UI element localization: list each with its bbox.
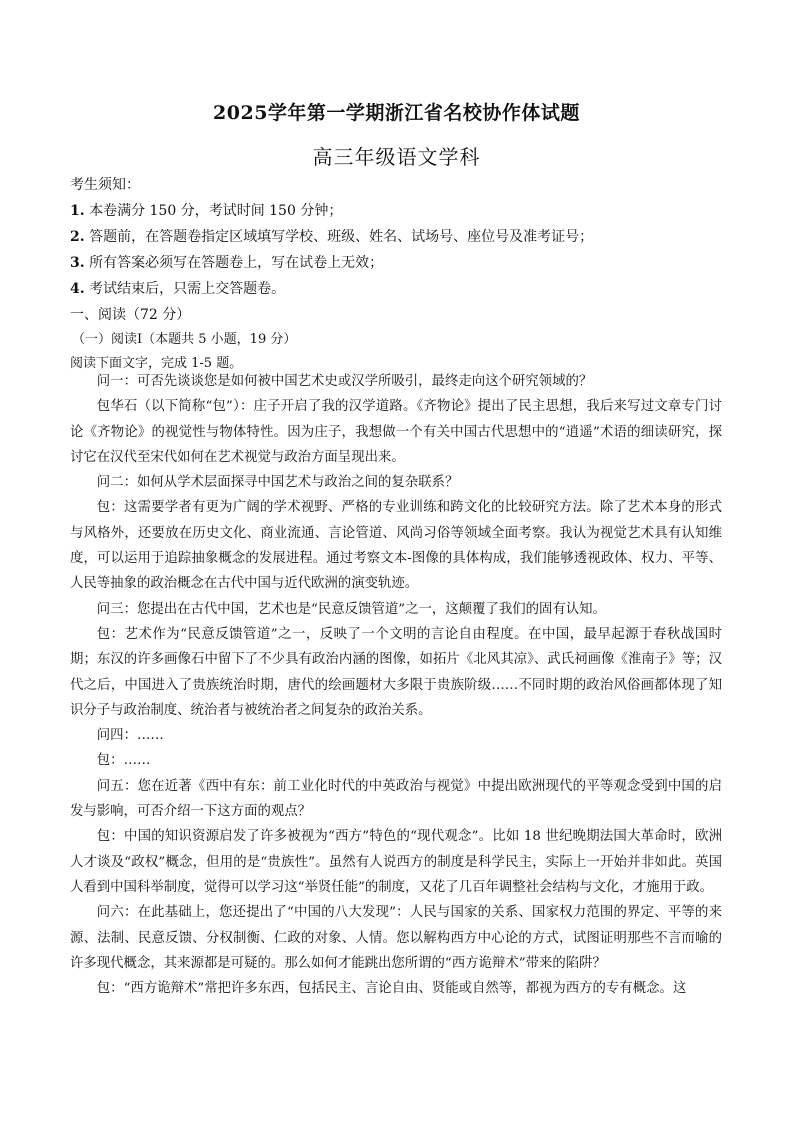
passage-paragraph: 包：“西方诡辩术”常把许多东西，包括民主、言论自由、贤能或自然等，都视为西方的专有概念。这 [96,981,687,997]
notice-item [70,198,730,224]
notice-item-text: 所有答案必须写在答题卷上，写在试卷上无效； [89,255,384,271]
notice-item-text: 考试结束后，只需上交答题卷。 [89,281,286,297]
notice-item-number: 3. [70,255,85,271]
passage-paragraph: 包：中国的知识资源启发了许多被视为“西方”特色的“现代观念”。比如 18 世纪晚期法国大革命时，欧洲人才谈及“政权”概念，但用的是“贵族性”。虽然有人说西方的制度是科学民主，实际上一开始并非如此。英国人看到中国科举制度，觉得可以学习这“举贤任能”的制度，又花了几百年调整社会结构与文化，才施用于政。 [70,829,722,895]
passage-paragraph: 包：…… [96,753,151,769]
passage-paragraph: 包：艺术作为“民意反馈管道”之一，反映了一个文明的言论自由程度。在中国，最早起源于春秋战国时期；东汉的许多画像石中留下了不少具有政治内涵的图像，如拓片《北风其凉》、武氏祠画像《淮南子》等；汉代之后，中国进入了贵族统治时期，唐代的绘画题材大多限于贵族阶级……不同时期的政治风俗画都体现了知识分子与政治制度、统治者与被统治者之间复杂的政治关系。 [70,626,722,718]
passage-paragraph: 问一：可否先谈谈您是如何被中国艺术史或汉学所吸引，最终走向这个研究领域的？ [96,374,593,389]
exam-subtitle: 高三年级语文学科 [312,145,481,169]
notice-item [70,250,730,276]
notice-item-text: 答题前，在答题卷指定区域填写学校、班级、姓名、试场号、座位号及准考证号； [89,229,594,245]
candidate-notice [70,172,730,376]
section-heading: 一、阅读（72 分） [70,307,191,323]
notice-heading: 考生须知： [70,177,140,193]
notice-item-number: 1. [70,203,85,219]
passage-paragraph: 包华石（以下简称“包”）：庄子开启了我的汉学道路。《齐物论》提出了民主思想，我后来写过文章专门讨论《齐物论》的视觉性与物体特性。因为庄子，我想做一个有关中国古代思想中的“逍遥”术语的细读研究，探讨它在汉代至宋代如何在艺术视觉与政治方面呈现出来。 [70,399,722,465]
section-subheading: （一）阅读Ⅰ（本题共 5 小题，19 分） [72,332,297,347]
notice-item-number: 4. [70,281,85,297]
passage-paragraph: 包：这需要学者有更为广阔的学术视野、严格的专业训练和跨文化的比较研究方法。除了艺术本身的形式与风格外，还要放在历史文化、商业流通、言论管道、风尚习俗等领域全面考察。我认为视觉艺术具有认知维度，可以运用于追踪抽象概念的发展进程。通过考察文本-图像的具体构成，我们能够透视政体、权力、平等、人民等抽象的政治概念在古代中国与近代欧洲的演变轨迹。 [70,500,722,592]
notice-item-number: 2. [70,229,85,245]
notice-item-text: 本卷满分 150 分，考试时间 150 分钟； [89,203,343,219]
passage-paragraph: 问三：您提出在古代中国，艺术也是“民意反馈管道”之一，这颠覆了我们的固有认知。 [96,601,606,617]
notice-item [70,224,730,250]
reading-passage [70,369,722,1001]
notice-item [70,276,730,302]
passage-paragraph: 问四：…… [96,728,164,744]
exam-title: 2025学年第一学期浙江省名校协作体试题 [213,102,580,124]
passage-paragraph: 问二：如何从学术层面探寻中国艺术与政治之间的复杂联系？ [96,475,459,491]
reading-instruction: 阅读下面文字，完成 1-5 题。 [70,356,243,371]
passage-paragraph: 问六：在此基础上，您还提出了“中国的八大发现”：人民与国家的关系、国家权力范围的界定、平等的来源、法制、民意反馈、分权制衡、仁政的对象、人情。您以解构西方中心论的方式，试图证明那些不言而喻的许多现代概念，其来源都是可疑的。那么如何才能跳出您所谓的“西方诡辩术”带来的陷阱？ [70,905,722,971]
passage-paragraph: 问五：您在近著《西中有东：前工业化时代的中英政治与视觉》中提出欧洲现代的平等观念受到中国的启发与影响，可否介绍一下这方面的观点？ [70,778,722,820]
